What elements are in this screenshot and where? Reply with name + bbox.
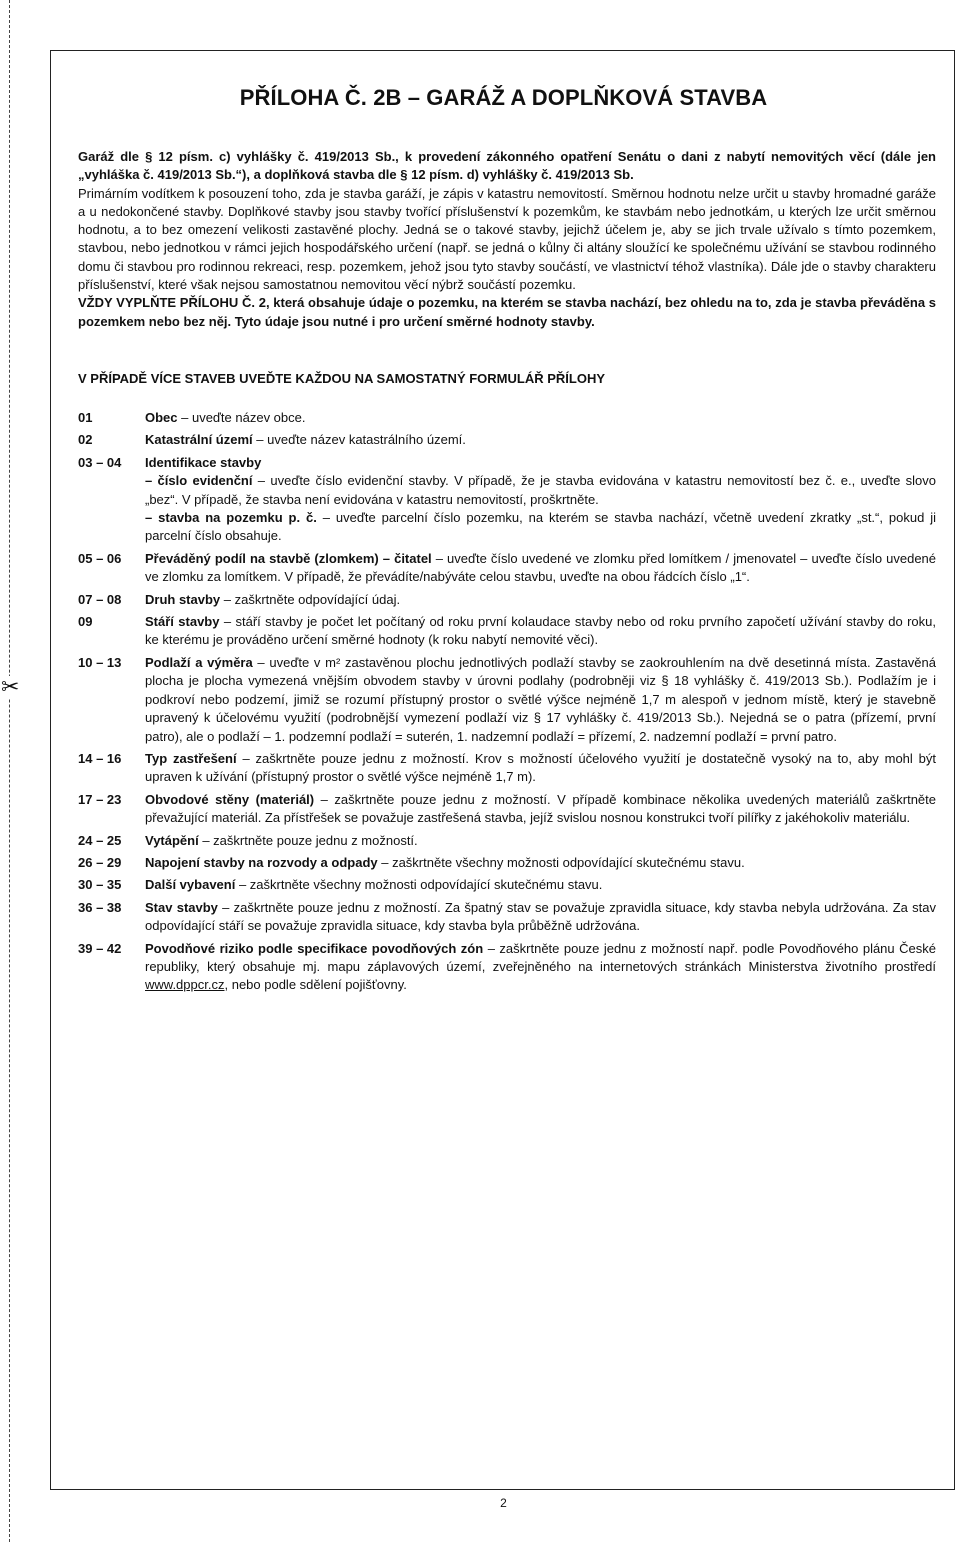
field-number: 14 – 16 xyxy=(78,750,122,766)
field-label: Druh stavby xyxy=(145,591,221,607)
page-title: PŘÍLOHA Č. 2B – GARÁŽ A DOPLŇKOVÁ STAVBA xyxy=(239,85,768,110)
field-text: – uveďte název obce. xyxy=(177,410,306,425)
field-number: 26 – 29 xyxy=(78,854,122,870)
field-label: Další vybavení xyxy=(145,877,236,893)
sub-label-evidence-number: – číslo evidenční xyxy=(145,473,253,489)
field-label: Převáděný podíl na stavbě (zlomkem) – čitatel xyxy=(145,550,432,566)
list-item xyxy=(78,750,936,787)
field-text: – stáří stavby je počet let počítaný od roku první kolaudace stavby nebo od roku prvního započetí užívání stavby do roku, ke kterému je prováděno určení směrné hodnoty (k roku nabytí nemovité věci). xyxy=(145,614,936,648)
field-label: Vytápění xyxy=(145,832,199,848)
list-item xyxy=(78,854,936,872)
field-number: 02 xyxy=(78,432,93,448)
intro-legal-basis: Garáž dle § 12 písm. c) vyhlášky č. 419/2013 Sb., k provedení zákonného opatření Senátu o dani z nabytí nemovitých věcí (dále jen „vyhláška č. 419/2013 Sb.“), a doplňková stavba dle § 12 písm. d) vyhlášky č. 419/2013 Sb. xyxy=(78,149,936,183)
list-item xyxy=(78,899,936,936)
list-item xyxy=(78,409,936,427)
list-item xyxy=(78,791,936,828)
list-item xyxy=(78,876,936,894)
form-frame xyxy=(50,50,955,1510)
field-number: 05 – 06 xyxy=(78,550,122,566)
field-text: – zaškrtněte všechny možnosti odpovídající skutečnému stavu. xyxy=(235,877,603,893)
field-label: Obvodové stěny (materiál) xyxy=(145,791,315,807)
sub-text-evidence-number: – uveďte číslo evidenční stavby. V případě, že je stavba evidována v katastru nemovitostí bez č. e., uveďte slovo „bez“. V případě, že stavba není evidována v katastru nemovitostí, proškrtněte. xyxy=(145,473,937,507)
field-text: – uveďte název katastrálního území. xyxy=(252,432,466,448)
sub-text-parcel: – uveďte parcelní číslo pozemku, na kterém se stavba nachází, včetně uvedení zkratky „st.“, pokud ji parcelní číslo obsahuje. xyxy=(145,510,936,544)
field-text: – zaškrtněte pouze jednu z možností např. podle Povodňového plánu České republiky, který obsahuje mj. mapu záplavových území, zveřejněného na internetových stránkách Ministerstva životního prostředí xyxy=(145,940,936,974)
ministry-link[interactable]: www.dppcr.cz xyxy=(145,977,225,993)
field-text: – zaškrtněte pouze jednu z možností. Za špatný stav se považuje zpravidla situace, kdy stavba nebyla udržována. Za stav odpovídající stáří se považuje zpravidla situace, kdy stavba byla průběžně udržována. xyxy=(145,899,936,934)
cut-line xyxy=(9,0,10,1542)
field-number: 09 xyxy=(78,614,93,630)
list-item xyxy=(78,940,936,995)
list-item xyxy=(78,550,936,587)
field-label: Obec xyxy=(145,410,178,425)
field-label: Napojení stavby na rozvody a odpady xyxy=(145,854,378,870)
field-text-tail: , nebo podle sdělení pojišťovny. xyxy=(224,977,407,993)
field-text: – zaškrtněte odpovídající údaj. xyxy=(220,591,401,607)
field-label: Stáří stavby xyxy=(145,614,220,630)
field-label: Podlaží a výměra xyxy=(145,654,253,670)
field-text: – zaškrtněte pouze jednu z možností. V případě kombinace několika uvedených materiálů zaškrtněte převažující materiál. Za přístřešek se považuje zastřešená stavba, jejíž svislou nosnou konstrukci tvoří pilířky z jakéhokoliv materiálu. xyxy=(145,791,936,826)
field-number: 03 – 04 xyxy=(78,454,122,470)
field-number: 36 – 38 xyxy=(78,899,122,915)
field-number: 07 – 08 xyxy=(78,591,122,607)
list-item xyxy=(78,431,936,449)
list-item xyxy=(78,613,936,650)
field-instructions-list xyxy=(78,409,936,999)
field-text: – uveďte číslo uvedené ve zlomku před lomítkem / jmenovatel – uveďte číslo uvedené ve zlomku za lomítkem. V případě, že převádíte/nabýváte celou stavbu, uveďte na obou řádcích číslo „1“. xyxy=(145,550,937,585)
field-number: 30 – 35 xyxy=(78,877,122,893)
field-label: Stav stavby xyxy=(145,899,218,915)
field-number: 39 – 42 xyxy=(78,940,122,956)
field-label: Identifikace stavby xyxy=(145,454,262,470)
intro-explanation: Primárním vodítkem k posouzení toho, zda je stavba garáží, je zápis v katastru nemovitostí. Směrnou hodnotu nelze určit u stavby hromadné garáže a u nedokončené stavby. Doplňkové stavby jsou stavby tvořící příslušenství k pozemkům, ke stavbám nebo jednotkám, u kterých lze určit směrnou hodnotu, a to bez omezení velikosti zastavěné plochy. Jedná se o takové stavby, jejichž účelem je, aby se jich trvale užívalo s tímto pozemkem, stavbou, nebo jednotkou v rámci jejich hospodářského určení (např. se jedná o kůlny či altány sloužící ke společnému užívání se stavbou rodinného domu či stavbou pro rodinnou rekreaci, resp. pozemkem, jehož jsou tyto stavby součástí, ve vlastnictví téhož vlastníka). Dále jde o stavby charakteru příslušenství, které však nejsou samostatnou nemovitou věcí nýbrž součástí pozemku. xyxy=(78,185,936,293)
list-item xyxy=(78,832,936,850)
field-text: – zaškrtněte pouze jednu z možností. Krov s možností účelového využití je dostatečně vysoký na to, aby mohl být upraven k užívání (přístupný prostor o světlé výšce nejméně 1,7 m). xyxy=(145,750,936,785)
page-number: 2 xyxy=(500,1496,507,1510)
field-number: 10 – 13 xyxy=(78,654,122,670)
field-number: 17 – 23 xyxy=(78,791,122,807)
list-item xyxy=(78,654,936,746)
field-text: – uveďte v m² zastavěnou plochu jednotlivých podlaží stavby se zaokrouhlením na dvě desetinná místa. Zastavěná plocha je plocha vymezená vnějším obvodem stavby v úrovni podlahy (podrobněji viz § 18 vyhlášky č. 419/2013 Sb.). Podlažím je i podkroví nebo podzemí, jimiž se rozumí přístupný prostor o světlé výšce nejméně 1,7 m alespoň v jednom místě, který je stavebně upravený k účelovému využití (podrobnější vymezení podlaží viz § 17 vyhlášky č. 419/2013 Sb.). Nejedná se o patra (přízemí, první patro), ale o podlaží – 1. podzemní podlaží = suterén, 1. nadzemní podlaží = přízemí, 2. nadzemní podlaží = první patro. xyxy=(145,654,936,744)
field-number: 24 – 25 xyxy=(78,832,122,848)
intro-instruction: VŽDY VYPLŇTE PŘÍLOHU Č. 2, která obsahuje údaje o pozemku, na kterém se stavba nachází, bez ohledu na to, zda je stavba převáděna s pozemkem nebo bez něj. Tyto údaje jsou nutné i pro určení směrné hodnoty stavby. xyxy=(78,295,936,329)
field-text: – zaškrtněte pouze jednu z možností. xyxy=(198,832,418,848)
field-label: Typ zastřešení xyxy=(145,750,237,766)
field-text: – zaškrtněte všechny možnosti odpovídající skutečnému stavu. xyxy=(377,854,745,870)
field-number: 01 xyxy=(78,410,93,425)
sub-label-parcel: – stavba na pozemku p. č. xyxy=(145,510,317,526)
list-item xyxy=(78,591,936,609)
field-label: Katastrální území xyxy=(145,432,253,448)
scissors-icon: ✂ xyxy=(1,674,20,699)
multiple-buildings-heading: V PŘÍPADĚ VÍCE STAVEB UVEĎTE KAŽDOU NA SAMOSTATNÝ FORMULÁŘ PŘÍLOHY xyxy=(78,371,606,386)
field-label: Povodňové riziko podle specifikace povodňových zón xyxy=(145,940,484,956)
list-item xyxy=(78,454,936,546)
intro-section xyxy=(78,148,936,331)
